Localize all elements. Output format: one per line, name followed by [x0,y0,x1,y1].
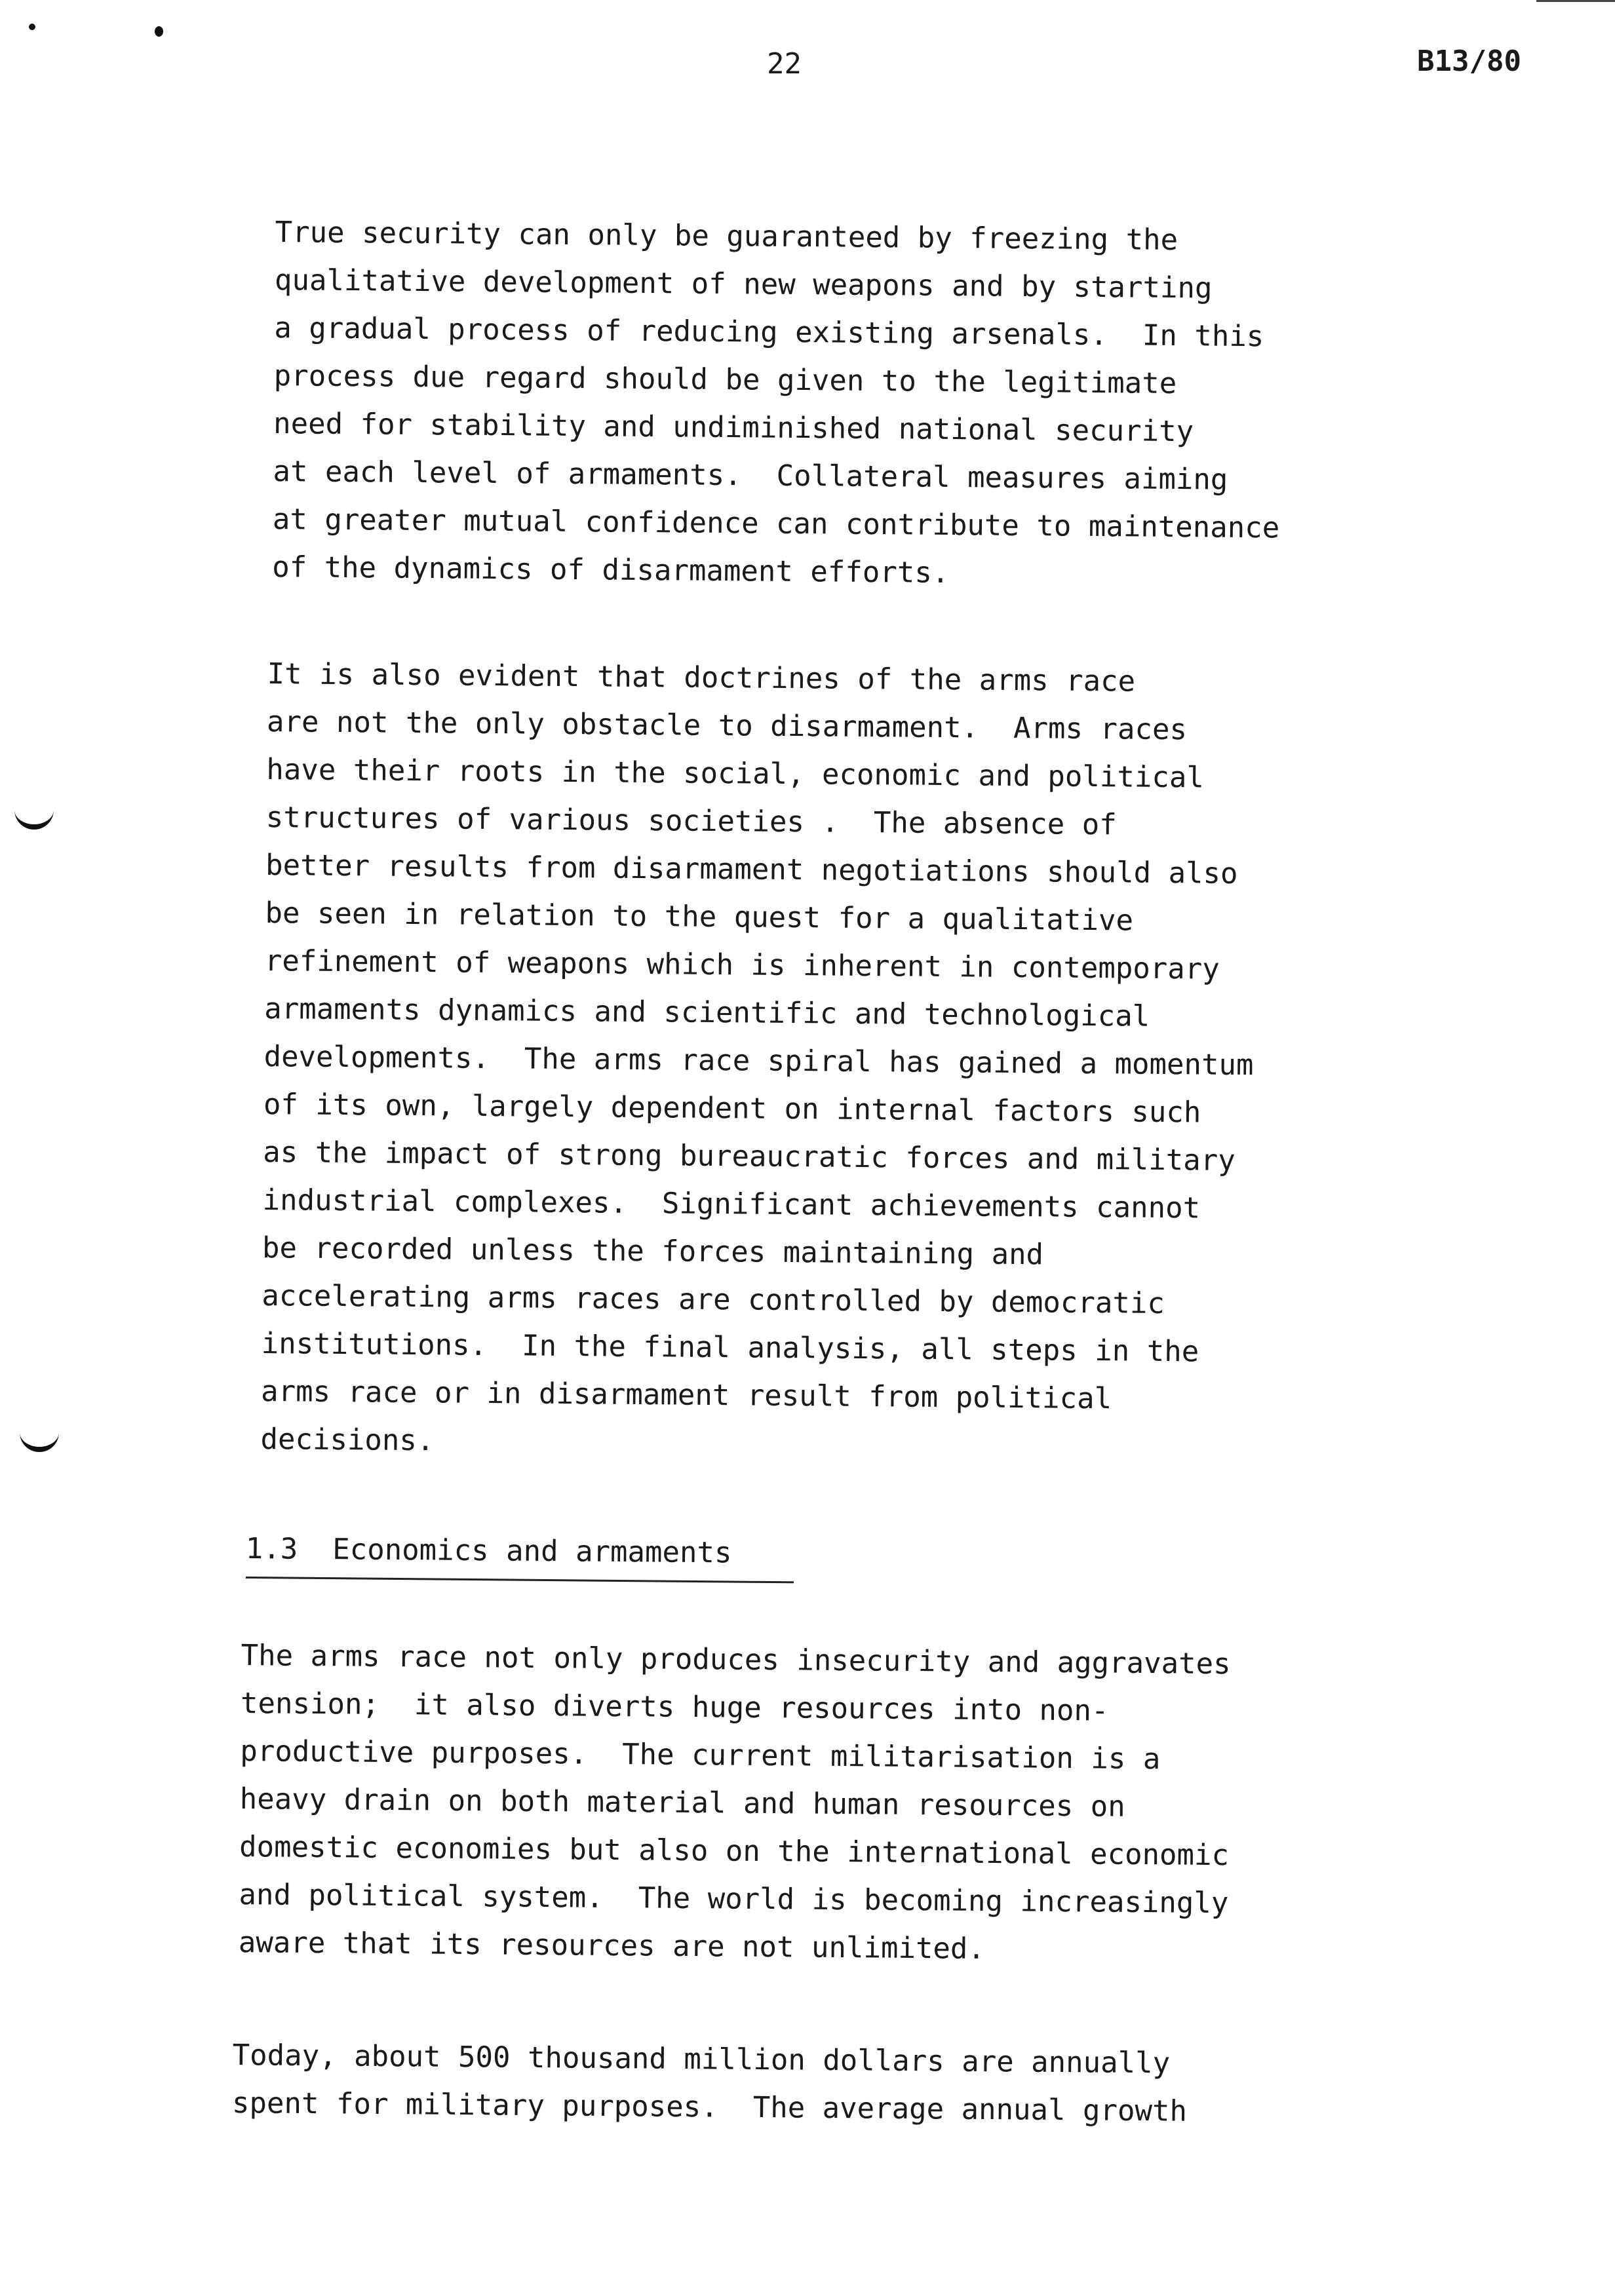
section-heading: 1.3 Economics and armaments [245,1532,732,1570]
text-line: heavy drain on both material and human resources on [239,1782,1125,1824]
paragraph-military-spending [232,2031,1188,2135]
text-line: of the dynamics of disarmament efforts. [271,550,950,590]
punch-mark [155,26,163,37]
document-code: B13/80 [1417,45,1521,78]
paragraph-economics [239,1632,1231,1975]
text-line: of its own, largely dependent on internal factors such [263,1087,1201,1130]
text-line: qualitative development of new weapons and by starting [274,263,1213,305]
text-line: at greater mutual confidence can contribute to maintenance [272,502,1280,545]
binder-ring-mark [14,806,54,830]
text-line: are not the only obstacle to disarmament. Arms races [266,704,1188,747]
text-line: better results from disarmament negotiations should also [265,848,1238,890]
text-line: True security can only be guaranteed by freezing the [275,215,1178,258]
text-line: have their roots in the social, economic and political [266,752,1205,795]
text-line: Today, about 500 thousand million dollars are annually [232,2038,1171,2080]
punch-mark [29,24,35,30]
text-line: developments. The arms race spiral has gained a momentum [263,1039,1254,1082]
text-line: tension; it also diverts huge resources into non- [240,1686,1109,1728]
text-line: at each level of armaments. Collateral measures aiming [273,454,1228,497]
text-line: arms race or in disarmament result from political [260,1374,1112,1416]
text-line: domestic economies but also on the international economic [239,1829,1230,1873]
text-line: need for stability and undiminished national security [273,406,1194,449]
text-line: aware that its resources are not unlimited. [238,1925,986,1966]
text-line: and political system. The world is becoming increasingly [239,1877,1229,1921]
text-line: structures of various societies . The absence of [265,800,1117,842]
text-line: armaments dynamics and scientific and technological [263,991,1150,1033]
text-line: institutions. In the final analysis, all steps in the [261,1326,1199,1369]
text-line: as the impact of strong bureaucratic forces and military [263,1135,1236,1177]
text-line: productive purposes. The current militarisation is a [240,1734,1161,1776]
paragraph-true-security [272,208,1282,600]
text-line: decisions. [260,1422,435,1458]
page-edge-line [1536,0,1615,2]
text-line: It is also evident that doctrines of the arms race [267,657,1136,698]
text-line: be recorded unless the forces maintaining and [262,1231,1044,1272]
binder-ring-mark [20,1428,59,1452]
paragraph-doctrines [260,650,1257,1472]
text-line: be seen in relation to the quest for a qualitative [265,896,1134,938]
text-line: a gradual process of reducing existing arsenals. In this [274,311,1264,354]
text-line: spent for military purposes. The average annual growth [231,2086,1188,2128]
page-number: 22 [767,47,802,81]
text-line: refinement of weapons which is inherent in contemporary [264,944,1220,986]
section-heading-underline [246,1577,794,1583]
text-line: The arms race not only produces insecurity and aggravates [241,1638,1231,1681]
text-line: accelerating arms races are controlled by democratic [262,1278,1165,1320]
text-line: process due regard should be given to the legitimate [273,358,1177,401]
text-line: industrial complexes. Significant achievements cannot [262,1183,1201,1225]
